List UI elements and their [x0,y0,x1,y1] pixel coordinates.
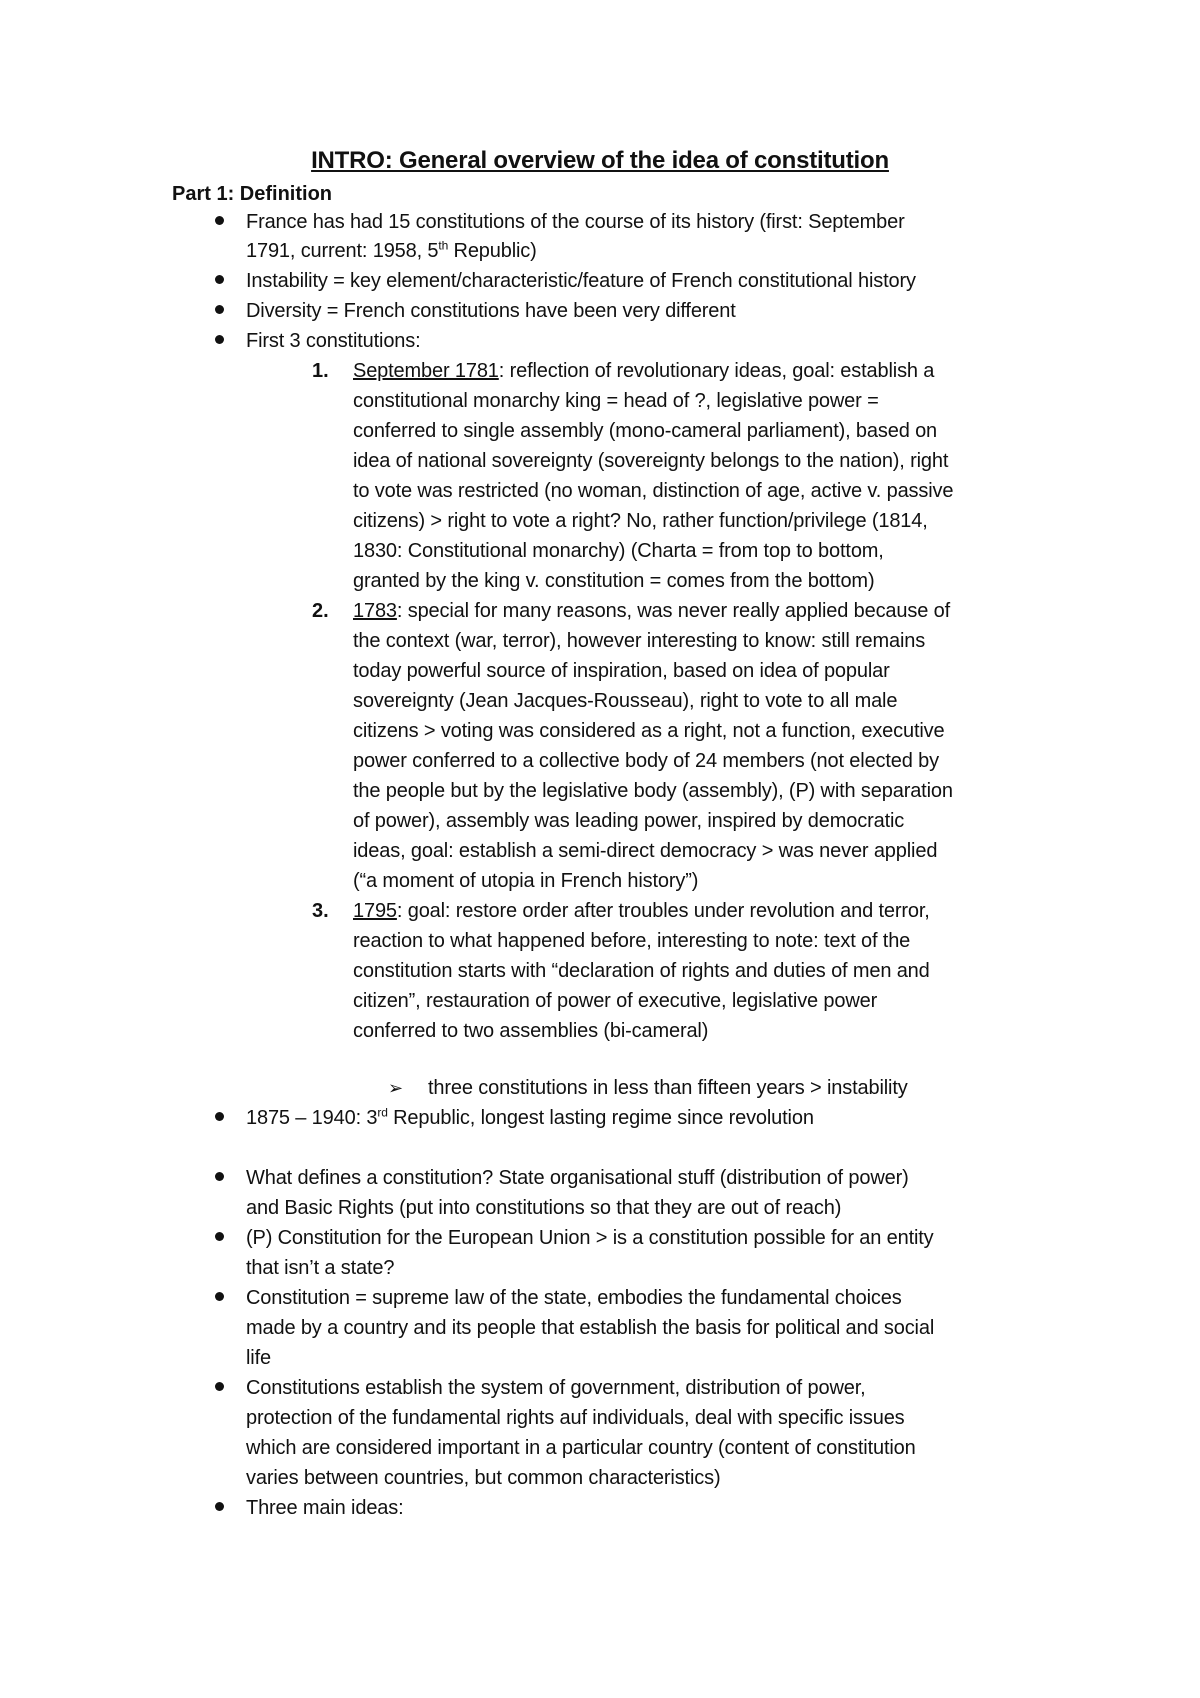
bullet-9-line-4: varies between countries, but common characteristics) [246,1467,721,1489]
list-number: 2. [312,600,329,622]
constitution-1-line-6: citizens) > right to vote a right? No, rather function/privilege (1814, [353,510,928,532]
bullet-6-line-1: What defines a constitution? State organisational stuff (distribution of power) [246,1167,909,1189]
bullet-1-line-2: 1791, current: 1958, 5th Republic) [246,238,537,262]
bullet-7-line-2: that isn’t a state? [246,1257,395,1279]
constitution-2-line-8: of power), assembly was leading power, inspired by democratic [353,810,905,832]
bullet-dot-icon [215,305,224,314]
constitution-1-line-1: September 1781: reflection of revolutionary ideas, goal: establish a [353,360,935,382]
arrow-bullet-icon: ➢ [388,1078,404,1098]
constitution-2-line-2: the context (war, terror), however interesting to know: still remains [353,630,926,652]
bullet-dot-icon [215,1112,224,1121]
constitution-1-line-4: idea of national sovereignty (sovereignty belongs to the nation), right [353,450,949,472]
list-number: 1. [312,360,329,382]
constitution-2-line-6: power conferred to a collective body of 24 members (not elected by [353,750,939,772]
bullet-dot-icon [215,1292,224,1301]
constitution-1-line-5: to vote was restricted (no woman, distinction of age, active v. passive [353,480,954,502]
constitution-2-line-7: the people but by the legislative body (assembly), (P) with separation [353,780,953,802]
constitution-2-line-9: ideas, goal: establish a semi-direct democracy > was never applied [353,840,938,862]
bullet-dot-icon [215,216,224,225]
bullet-8-line-1: Constitution = supreme law of the state, embodies the fundamental choices [246,1287,902,1309]
bullet-1-line-1: France has had 15 constitutions of the course of its history (first: September [246,211,905,233]
bullet-dot-icon [215,1502,224,1511]
constitution-3-line-2: reaction to what happened before, interesting to note: text of the [353,930,911,952]
constitution-2-line-3: today powerful source of inspiration, based on idea of popular [353,660,890,682]
bullet-7-line-1: (P) Constitution for the European Union > is a constitution possible for an entity [246,1227,934,1249]
constitution-2-line-5: citizens > voting was considered as a right, not a function, executive [353,720,945,742]
constitution-1-line-7: 1830: Constitutional monarchy) (Charta = from top to bottom, [353,540,884,562]
constitution-3-line-1: 1795: goal: restore order after troubles under revolution and terror, [353,900,930,922]
bullet-8-line-3: life [246,1347,271,1369]
bullet-8-line-2: made by a country and its people that establish the basis for political and social [246,1317,935,1339]
arrow-bullet-line: three constitutions in less than fifteen years > instability [428,1077,908,1099]
constitution-2-line-1: 1783: special for many reasons, was never really applied because of [353,600,950,622]
bullet-3-line: Diversity = French constitutions have been very different [246,300,736,322]
constitution-3-line-4: citizen”, restauration of power of executive, legislative power [353,990,878,1012]
constitution-1-line-3: conferred to single assembly (mono-cameral parliament), based on [353,420,938,442]
bullet-dot-icon [215,1232,224,1241]
bullet-9-line-2: protection of the fundamental rights auf individuals, deal with specific issues [246,1407,905,1429]
bullet-2-line: Instability = key element/characteristic/feature of French constitutional history [246,270,916,292]
bullet-10-line: Three main ideas: [246,1497,404,1519]
bullet-dot-icon [215,335,224,344]
constitution-2-line-10: (“a moment of utopia in French history”) [353,870,699,892]
bullet-9-line-3: which are considered important in a particular country (content of constitution [246,1437,916,1459]
bullet-5-line: 1875 – 1940: 3rd Republic, longest lasting regime since revolution [246,1105,814,1129]
bullet-dot-icon [215,1172,224,1181]
constitution-2-line-4: sovereignty (Jean Jacques-Rousseau), right to vote to all male [353,690,898,712]
bullet-9-line-1: Constitutions establish the system of government, distribution of power, [246,1377,866,1399]
bullet-6-line-2: and Basic Rights (put into constitutions so that they are out of reach) [246,1197,842,1219]
bullet-dot-icon [215,1382,224,1391]
constitution-3-line-5: conferred to two assemblies (bi-cameral) [353,1020,709,1042]
list-number: 3. [312,900,329,922]
bullet-dot-icon [215,275,224,284]
constitution-1-line-2: constitutional monarchy king = head of ?, legislative power = [353,390,879,412]
constitution-3-line-3: constitution starts with “declaration of rights and duties of men and [353,960,930,982]
document-title: INTRO: General overview of the idea of constitution [311,147,889,174]
bullet-4-line: First 3 constitutions: [246,330,421,352]
constitution-1-line-8: granted by the king v. constitution = comes from the bottom) [353,570,875,592]
part-heading: Part 1: Definition [172,183,333,205]
